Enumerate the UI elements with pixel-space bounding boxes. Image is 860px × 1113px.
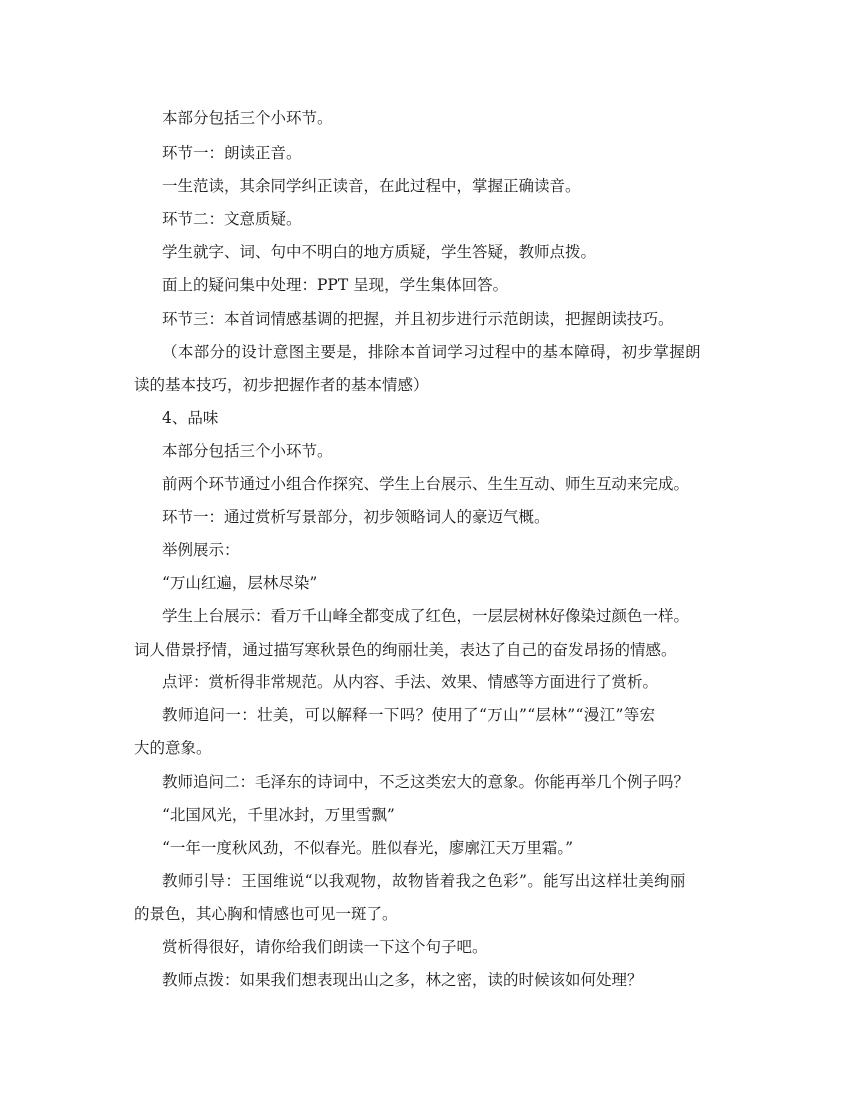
paragraph-continuation: 大的意象。 <box>134 739 212 757</box>
quote: “北国风光，千里冰封，万里雪飘” <box>162 806 395 824</box>
paragraph: 一生范读，其余同学纠正读音，在此过程中，掌握正确读音。 <box>162 177 581 195</box>
paragraph: 教师引导：王国维说“以我观物，故物皆着我之色彩”。能写出这样壮美绚丽 <box>162 872 686 890</box>
paragraph: 教师追问一：壮美，可以解释一下吗？使用了“万山”“层林”“漫江”等宏 <box>162 706 656 724</box>
paragraph: 本部分包括三个小环节。 <box>162 442 333 460</box>
quote: “万山红遍，层林尽染” <box>162 574 318 592</box>
paragraph: 本部分包括三个小环节。 <box>162 109 333 127</box>
paragraph: 教师追问二：毛泽东的诗词中，不乏这类宏大的意象。你能再举几个例子吗？ <box>162 773 690 791</box>
paragraph-continuation: 词人借景抒情，通过描写寒秋景色的绚丽壮美，表达了自己的奋发昂扬的情感。 <box>134 641 677 659</box>
paragraph: （本部分的设计意图主要是，排除本首词学习过程中的基本障碍，初步掌握朗 <box>162 343 701 361</box>
paragraph: 前两个环节通过小组合作探究、学生上台展示、生生互动、师生互动来完成。 <box>162 475 690 493</box>
paragraph: 举例展示： <box>162 541 240 559</box>
paragraph: 教师点拨：如果我们想表现出山之多，林之密，读的时候该如何处理？ <box>162 971 643 989</box>
section-heading: 4、品味 <box>162 409 219 427</box>
section-heading: 环节二：文意质疑。 <box>162 210 302 228</box>
paragraph: 学生就字、词、句中不明白的地方质疑，学生答疑，教师点拨。 <box>162 243 597 261</box>
paragraph: 学生上台展示：看万千山峰全都变成了红色，一层层树林好像染过颜色一样。 <box>162 607 690 625</box>
paragraph-continuation: 读的基本技巧，初步把握作者的基本情感） <box>134 376 429 394</box>
paragraph: 赏析得很好，请你给我们朗读一下这个句子吧。 <box>162 938 488 956</box>
section-heading: 环节一：朗读正音。 <box>162 144 302 162</box>
section-heading: 环节三：本首词情感基调的把握，并且初步进行示范朗读，把握朗读技巧。 <box>162 310 674 328</box>
paragraph: 点评：赏析得非常规范。从内容、手法、效果、情感等方面进行了赏析。 <box>162 673 659 691</box>
paragraph-continuation: 的景色，其心胸和情感也可见一斑了。 <box>134 905 398 923</box>
quote: “一年一度秋风劲，不似春光。胜似春光，廖廓江天万里霜。” <box>162 839 574 857</box>
section-heading: 环节一：通过赏析写景部分，初步领略词人的豪迈气概。 <box>162 508 550 526</box>
paragraph: 面上的疑问集中处理：PPT 呈现，学生集体回答。 <box>162 276 509 294</box>
